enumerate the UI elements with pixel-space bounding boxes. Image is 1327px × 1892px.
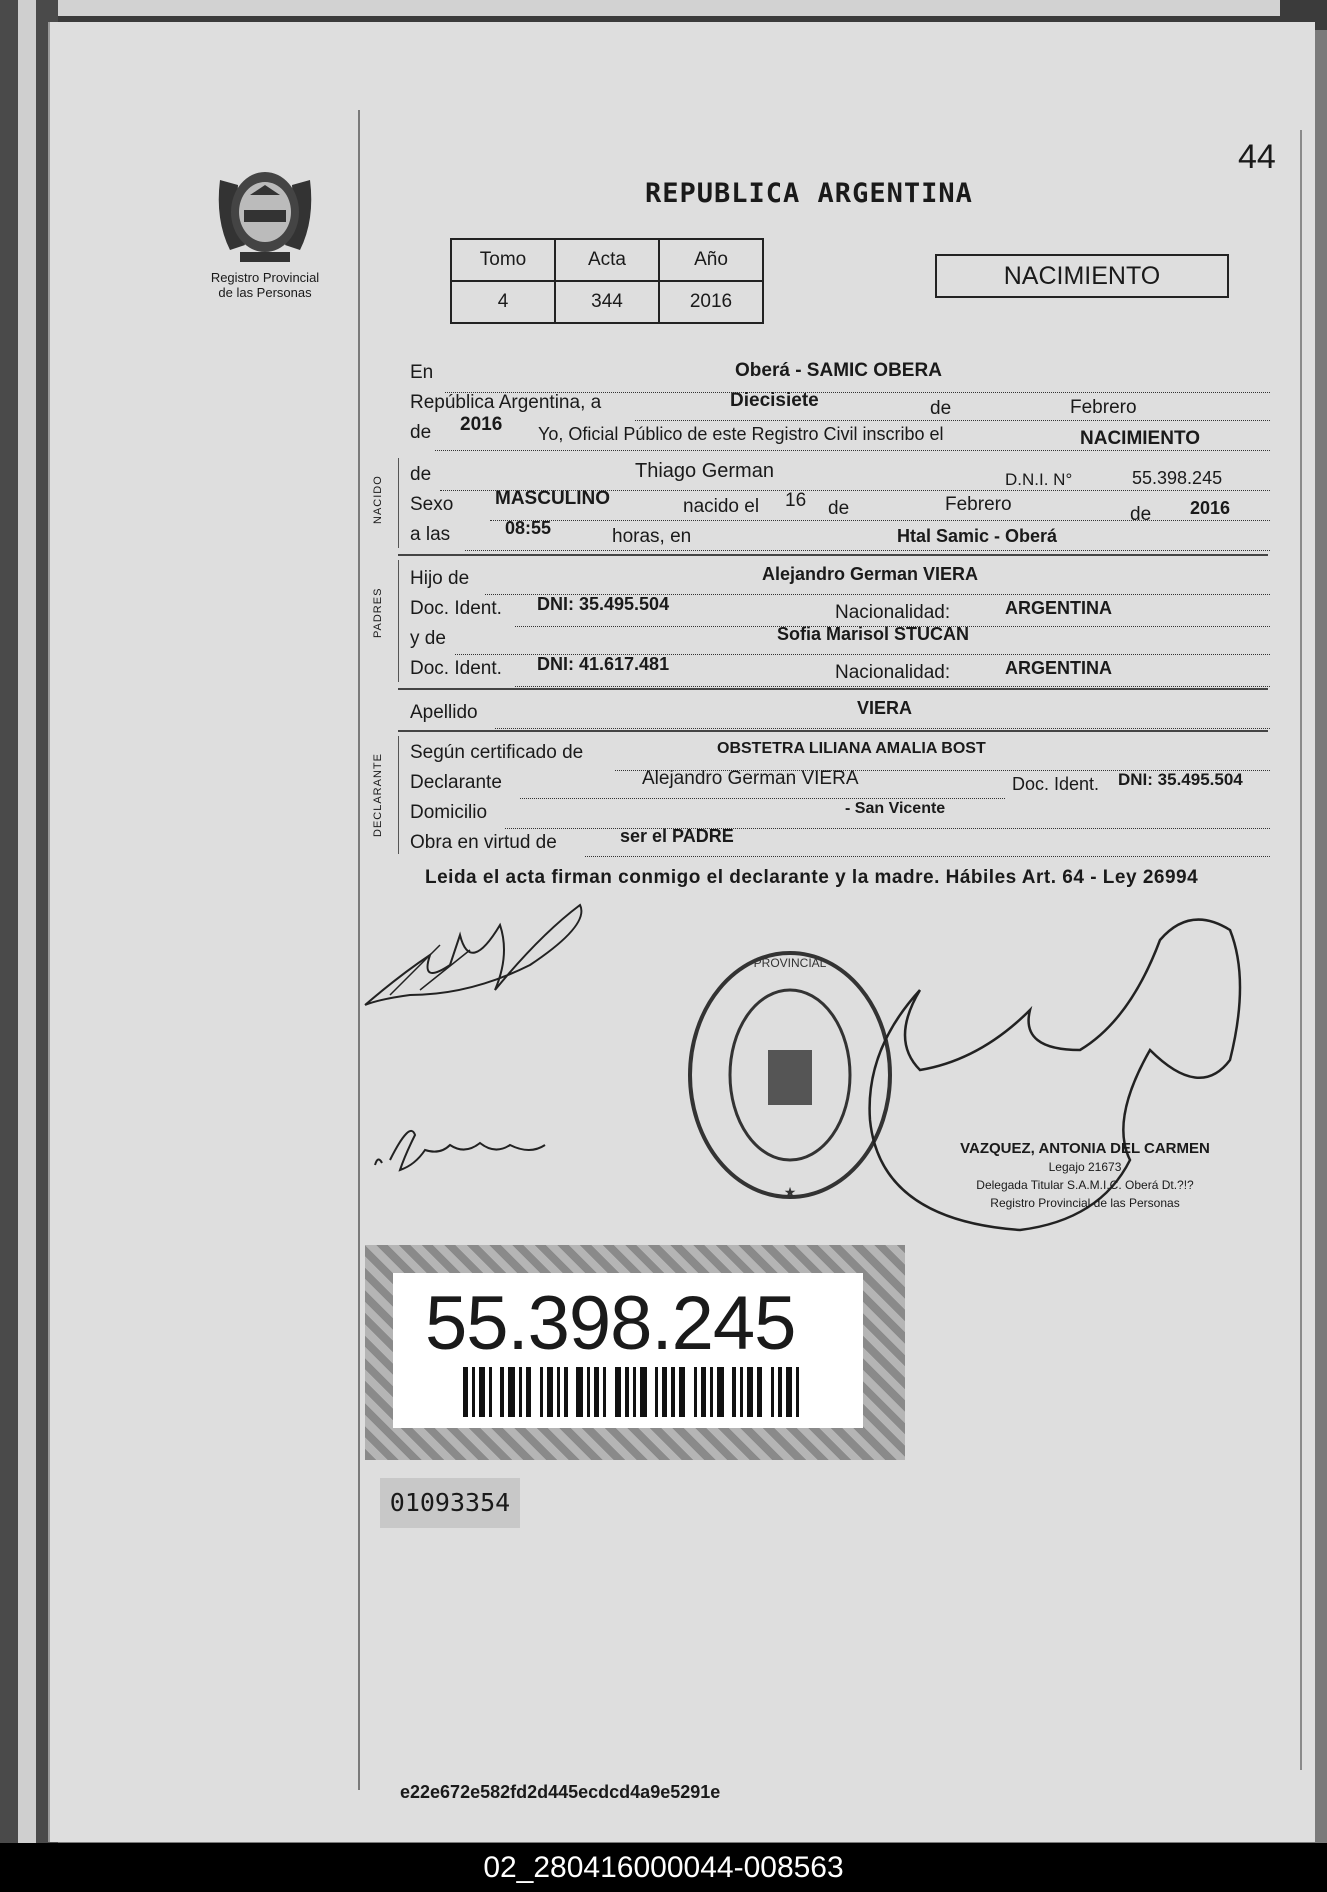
certificate-value: OBSTETRA LILIANA AMALIA BOST <box>717 740 986 757</box>
declarant-doc-value: DNI: 35.495.504 <box>1118 770 1243 789</box>
official-org: Registro Provincial de las Personas <box>990 1196 1180 1210</box>
de-label-1: de <box>930 398 952 419</box>
month-value: Febrero <box>1070 397 1137 418</box>
child-name-value: Thiago German <box>635 460 774 482</box>
birth-year-value: 2016 <box>1190 498 1231 518</box>
domicile-value: - San Vicente <box>845 800 946 817</box>
cert-label: Según certificado de <box>410 742 584 763</box>
apellido-label: Apellido <box>410 702 478 723</box>
father-doc-value: DNI: 35.495.504 <box>537 594 670 614</box>
de-label-5: de <box>1130 504 1152 525</box>
a-las-label: a las <box>410 524 451 545</box>
form-right-rule <box>1300 130 1302 1770</box>
de-label-4: de <box>828 498 850 519</box>
act-type-box: NACIMIENTO <box>935 254 1229 298</box>
control-number: 01093354 <box>380 1478 520 1528</box>
mother-nationality-value: ARGENTINA <box>1005 658 1112 678</box>
sexo-label: Sexo <box>410 494 454 515</box>
official-name: VAZQUEZ, ANTONIA DEL CARMEN <box>960 1140 1210 1157</box>
header-tomo: Tomo <box>451 239 555 281</box>
declarant-signature <box>360 895 600 1015</box>
father-name-value: Alejandro German VIERA <box>762 564 979 584</box>
registry-emblem-icon <box>210 150 320 270</box>
doc-label-declarant: Doc. Ident. <box>1012 774 1100 794</box>
horas-label: horas, en <box>612 526 692 547</box>
page-number: 44 <box>1238 138 1276 176</box>
side-label-nacido: NACIDO <box>372 475 384 525</box>
svg-text:PROVINCIAL: PROVINCIAL <box>753 956 827 970</box>
doc-label-mother: Doc. Ident. <box>410 658 502 679</box>
nacionalidad-label-father: Nacionalidad: <box>835 602 951 623</box>
official-legajo: Legajo 21673 <box>1048 1160 1122 1174</box>
mother-signature <box>370 1115 560 1175</box>
svg-text:★: ★ <box>783 1184 797 1200</box>
declarante-label: Declarante <box>410 772 502 793</box>
domicilio-label: Domicilio <box>410 802 488 823</box>
nacido-label: nacido el <box>683 496 760 517</box>
official-block <box>940 1140 1230 1212</box>
official-role: Delegada Titular S.A.M.I.C. Oberá Dt.?!? <box>976 1178 1194 1192</box>
sexo-value: MASCULINO <box>495 488 611 509</box>
birth-month-value: Febrero <box>945 494 1012 515</box>
document-hash: e22e672e582fd2d445ecdcd4a9e5291e <box>400 1782 721 1802</box>
section-rule-nacido <box>398 458 399 548</box>
section-rule-padres <box>398 560 399 682</box>
day-words-value: Diecisiete <box>730 390 819 411</box>
event-value: NACIMIENTO <box>1080 428 1200 449</box>
section-divider-3 <box>398 730 1268 732</box>
header-ano: Año <box>659 239 763 281</box>
mother-doc-value: DNI: 41.617.481 <box>537 654 670 674</box>
value-acta: 344 <box>555 281 659 323</box>
dni-value: 55.398.245 <box>1132 468 1223 488</box>
side-label-padres: PADRES <box>372 587 384 639</box>
security-sticker <box>365 1245 905 1460</box>
y-de-label: y de <box>410 628 446 649</box>
year-value: 2016 <box>460 414 503 435</box>
declarant-value: Alejandro German VIERA <box>642 768 859 789</box>
birth-day-value: 16 <box>785 490 807 511</box>
nacionalidad-label-mother: Nacionalidad: <box>835 662 951 683</box>
section-divider-1 <box>398 554 1268 556</box>
place-value: Oberá - SAMIC OBERA <box>735 360 942 381</box>
side-label-declarante: DECLARANTE <box>372 753 384 837</box>
scan-footer-id: 02_280416000044-008563 <box>0 1843 1327 1892</box>
obra-label: Obra en virtud de <box>410 832 557 853</box>
dni-label: D.N.I. N° <box>1005 470 1073 489</box>
capacity-value: ser el PADRE <box>620 826 734 846</box>
country-title: REPUBLICA ARGENTINA <box>645 178 973 209</box>
birth-place-value: Htal Samic - Oberá <box>897 526 1058 546</box>
time-line <box>465 522 1270 551</box>
registry-table <box>450 238 764 324</box>
oficial-text: Yo, Oficial Público de este Registro Civil inscribo el <box>538 424 944 444</box>
value-tomo: 4 <box>451 281 555 323</box>
father-nationality-value: ARGENTINA <box>1005 598 1112 618</box>
surname-value: VIERA <box>857 698 913 718</box>
mother-name-value: Sofia Marisol STUCAN <box>777 624 970 644</box>
sticker-number: 55.398.245 <box>425 1281 796 1366</box>
registry-caption: Registro Provincial de las Personas <box>210 270 320 300</box>
value-ano: 2016 <box>659 281 763 323</box>
header-acta: Acta <box>555 239 659 281</box>
section-rule-declarante <box>398 736 399 854</box>
doc-label-father: Doc. Ident. <box>410 598 502 619</box>
section-divider-2 <box>398 688 1268 690</box>
republica-label: República Argentina, a <box>410 392 602 413</box>
barcode-icon <box>463 1367 833 1417</box>
registry-logo <box>205 150 325 300</box>
legal-statement: Leida el acta firman conmigo el declarante y la madre. Hábiles Art. 64 - Ley 26994 <box>425 867 1199 888</box>
hijo-label: Hijo de <box>410 568 470 589</box>
en-label: En <box>410 362 434 383</box>
time-value: 08:55 <box>505 518 552 538</box>
de-label-3: de <box>410 464 432 485</box>
de-label-2: de <box>410 422 432 443</box>
